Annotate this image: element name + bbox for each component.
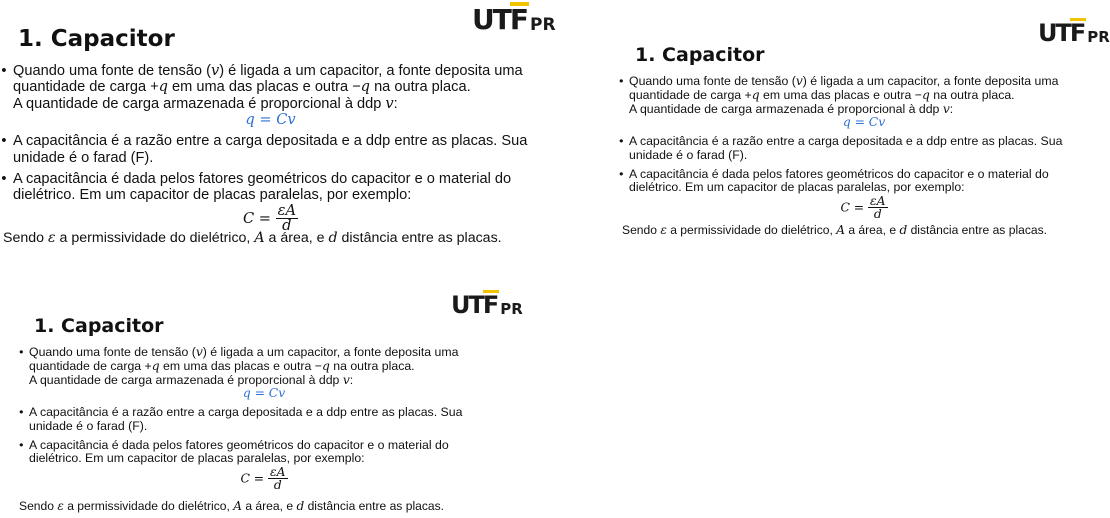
formula-lhs: C = bbox=[242, 209, 272, 227]
var-q: q bbox=[360, 78, 371, 96]
slide-3 bbox=[0, 285, 540, 518]
var-q: q bbox=[151, 358, 160, 373]
logo-ut: UT bbox=[1038, 19, 1070, 47]
logo-pr: PR bbox=[529, 15, 556, 35]
utfpr-logo bbox=[451, 290, 523, 321]
footer-text: distância entre as placas. bbox=[337, 230, 502, 246]
footer-text: Sendo bbox=[19, 499, 58, 513]
formula-capacitance bbox=[29, 466, 499, 492]
bullet-text: Quando uma fonte de tensão ( bbox=[13, 63, 211, 79]
bullet-text: Quando uma fonte de tensão ( bbox=[629, 74, 796, 88]
bullet-text: A capacitância é dada pelos fatores geométricos do capacitor e o material do dielétrico. Em um capacitor de placas paralelas, por exemplo: bbox=[629, 166, 1049, 195]
var-v: v bbox=[342, 372, 350, 387]
formula-charge: q = Cv bbox=[242, 386, 286, 401]
footer-text: distância entre as placas. bbox=[907, 223, 1048, 237]
slide-title: 1. Capacitor bbox=[18, 26, 175, 52]
formula-denominator: d bbox=[873, 207, 882, 222]
bullet-text: A quantidade de carga armazenada é proporcional à ddp bbox=[29, 372, 343, 387]
footer-text: a área, e bbox=[264, 230, 329, 246]
bullet-item-charge bbox=[13, 63, 528, 128]
logo-pr: PR bbox=[500, 300, 523, 318]
logo-ut: UT bbox=[451, 291, 483, 319]
var-distance: d bbox=[899, 223, 908, 237]
logo-ut: UT bbox=[472, 3, 510, 36]
bullet-text: na outra placa. bbox=[329, 358, 415, 373]
formula-denominator: d bbox=[273, 478, 282, 493]
utfpr-logo-mark bbox=[451, 290, 523, 317]
logo-f: F bbox=[1069, 19, 1087, 47]
var-distance: d bbox=[328, 230, 338, 246]
bullet-text: : bbox=[949, 101, 954, 116]
formula-numerator: εA bbox=[270, 465, 286, 480]
formula-numerator: εA bbox=[277, 201, 297, 219]
var-epsilon: ε bbox=[57, 499, 64, 513]
utfpr-logo bbox=[472, 2, 556, 38]
footer-text: a permissividade do dielétrico, bbox=[63, 499, 234, 513]
formula-capacitance bbox=[629, 195, 1099, 221]
slide-2 bbox=[615, 12, 1110, 252]
utfpr-logo-mark bbox=[472, 2, 556, 34]
bullet-text: A capacitância é dada pelos fatores geométricos do capacitor e o material do dielétrico. Em um capacitor de placas paralelas, por exemplo: bbox=[29, 437, 449, 466]
formula-lhs: C = bbox=[840, 200, 865, 215]
var-distance: d bbox=[296, 499, 305, 513]
bullet-text: em uma das placas e outra − bbox=[759, 87, 922, 102]
footer-text: distância entre as placas. bbox=[304, 499, 445, 513]
var-q: q bbox=[921, 87, 930, 102]
slide-footer bbox=[19, 499, 444, 513]
bullet-list bbox=[29, 346, 499, 492]
var-area: A bbox=[254, 230, 265, 246]
var-area: A bbox=[233, 499, 242, 513]
formula-lhs: C = bbox=[240, 471, 265, 486]
bullet-text: em uma das placas e outra − bbox=[159, 358, 322, 373]
footer-text: a área, e bbox=[241, 499, 297, 513]
bullet-text: : bbox=[393, 95, 398, 112]
var-area: A bbox=[836, 223, 845, 237]
utfpr-logo-mark bbox=[1038, 18, 1110, 45]
var-v: v bbox=[942, 101, 950, 116]
var-v: v bbox=[210, 62, 220, 79]
formula-numerator: εA bbox=[870, 194, 886, 209]
logo-f: F bbox=[482, 291, 500, 319]
bullet-text: : bbox=[349, 372, 354, 387]
slide-title: 1. Capacitor bbox=[635, 44, 765, 66]
footer-text: a área, e bbox=[844, 223, 900, 237]
bullet-text: A quantidade de carga armazenada é proporcional à ddp bbox=[629, 101, 943, 116]
slide-footer bbox=[3, 230, 502, 246]
footer-text: a permissividade do dielétrico, bbox=[55, 230, 255, 246]
footer-text: Sendo bbox=[622, 223, 661, 237]
logo-pr: PR bbox=[1087, 28, 1110, 46]
formula-denominator: d bbox=[282, 217, 292, 235]
bullet-text: na outra placa. bbox=[370, 79, 471, 96]
bullet-text: Quando uma fonte de tensão ( bbox=[29, 345, 196, 359]
bullet-text: A capacitância é a razão entre a carga depositada e a ddp entre as placas. Sua unidade é o farad (F). bbox=[29, 405, 463, 433]
bullet-text: na outra placa. bbox=[929, 87, 1015, 102]
formula-charge: q = Cv bbox=[842, 115, 886, 130]
formula-fraction bbox=[868, 195, 887, 221]
var-q: q bbox=[321, 358, 330, 373]
bullet-text: ) é ligada a um capacitor, a fonte deposita uma quantidade de carga + bbox=[29, 345, 459, 373]
bullet-text: A capacitância é a razão entre a carga depositada e a ddp entre as placas. Sua unidade é o farad (F). bbox=[13, 133, 528, 166]
slide-title: 1. Capacitor bbox=[34, 315, 164, 337]
var-epsilon: ε bbox=[660, 223, 667, 237]
slide-1 bbox=[0, 0, 556, 260]
var-v: v bbox=[795, 74, 803, 88]
bullet-list bbox=[629, 75, 1099, 221]
var-epsilon: ε bbox=[47, 230, 56, 246]
utfpr-logo bbox=[1038, 18, 1110, 49]
slide-footer bbox=[622, 223, 1047, 237]
var-v: v bbox=[195, 345, 203, 359]
bullet-text: ) é ligada a um capacitor, a fonte deposita uma quantidade de carga + bbox=[629, 74, 1059, 102]
bullet-text: em uma das placas e outra − bbox=[168, 79, 361, 96]
formula-fraction bbox=[268, 466, 287, 492]
var-q: q bbox=[158, 78, 168, 96]
bullet-item-charge bbox=[29, 346, 499, 401]
bullet-item-charge bbox=[629, 75, 1099, 130]
footer-text: Sendo bbox=[3, 230, 48, 246]
bullet-text: ) é ligada a um capacitor, a fonte deposita uma quantidade de carga + bbox=[13, 63, 523, 96]
bullet-text: A capacitância é dada pelos fatores geométricos do capacitor e o material do dielétrico. Em um capacitor de placas paralelas, por exemplo: bbox=[13, 171, 512, 204]
bullet-item-geometry bbox=[29, 439, 499, 492]
logo-f: F bbox=[509, 3, 529, 36]
bullet-item-geometry bbox=[13, 171, 528, 234]
bullet-list bbox=[13, 63, 528, 234]
bullet-item-capacitance bbox=[629, 135, 1099, 163]
var-q: q bbox=[751, 87, 760, 102]
bullet-text: A quantidade de carga armazenada é proporcional à ddp bbox=[13, 95, 386, 112]
footer-text: a permissividade do dielétrico, bbox=[666, 223, 837, 237]
bullet-item-capacitance bbox=[29, 406, 499, 434]
bullet-item-capacitance bbox=[13, 133, 528, 166]
var-v: v bbox=[385, 94, 394, 112]
bullet-text: A capacitância é a razão entre a carga depositada e a ddp entre as placas. Sua unidade é o farad (F). bbox=[629, 134, 1063, 162]
formula-charge: q = Cv bbox=[245, 111, 296, 129]
bullet-item-geometry bbox=[629, 168, 1099, 221]
